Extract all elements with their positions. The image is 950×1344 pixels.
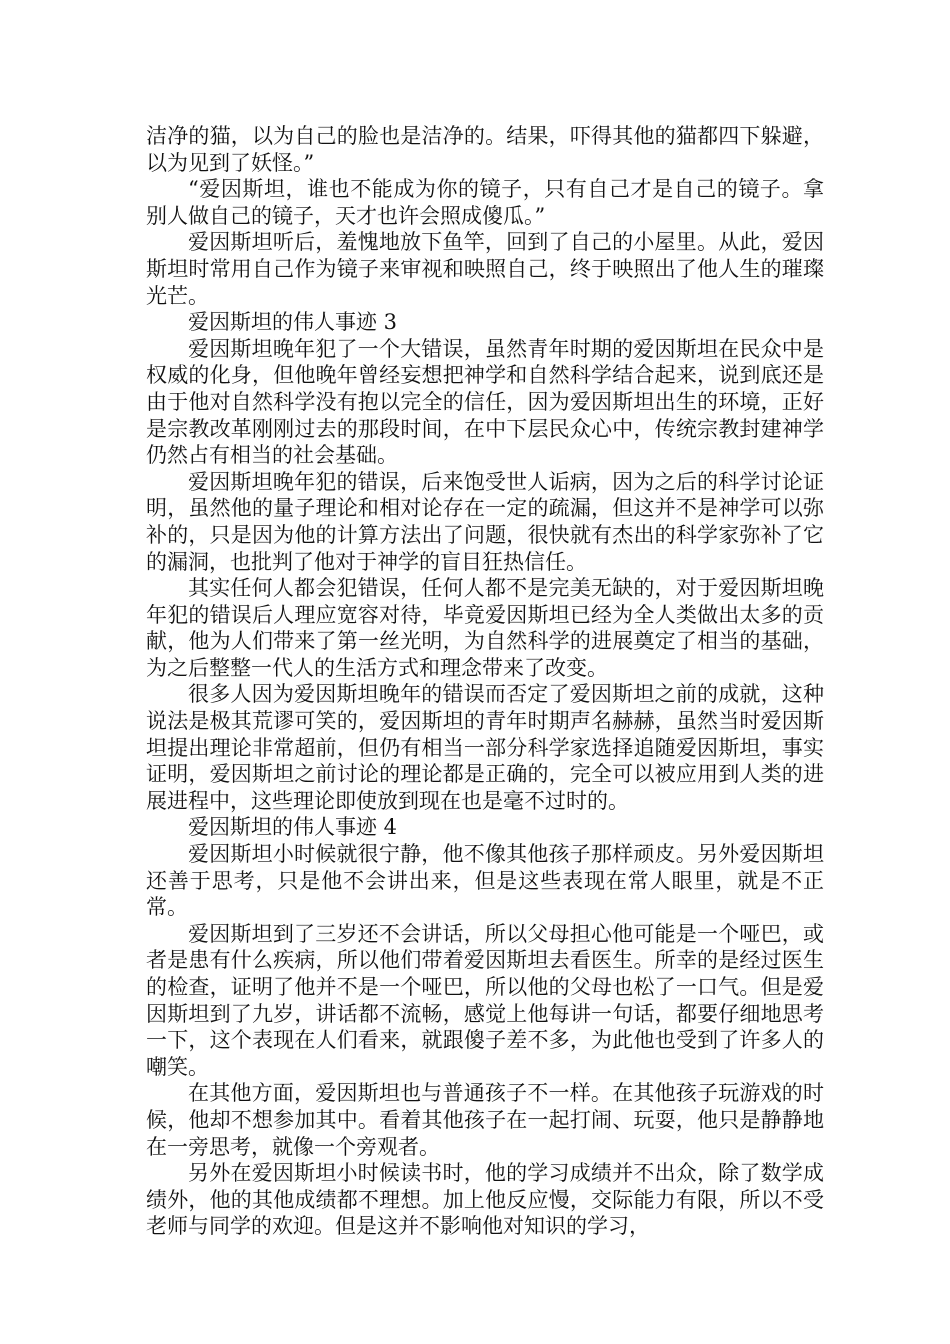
paragraph-7: 很多人因为爱因斯坦晚年的错误而否定了爱因斯坦之前的成就，这种说法是极其荒谬可笑的，爱因斯坦的青年时期声名赫赫，虽然当时爱因斯坦提出理论非常超前，但仍有相当一部分科学家选择追随爱因斯坦，事实证明，爱因斯坦之前讨论的理论都是正确的，完全可以被应用到人类的进展进程中，这些理论即使放到现在也是毫不过时的。	[146, 682, 824, 813]
paragraph-2: “爱因斯坦，谁也不能成为你的镜子，只有自己才是自己的镜子。拿别人做自己的镜子，天才也许会照成傻瓜。”	[146, 177, 824, 228]
paragraph-8: 爱因斯坦小时候就很宁静，他不像其他孩子那样顽皮。另外爱因斯坦还善于思考，只是他不会讲出来，但是这些表现在常人眼里，就是不正常。	[146, 842, 824, 920]
paragraph-10: 在其他方面，爱因斯坦也与普通孩子不一样。在其他孩子玩游戏的时候，他却不想参加其中。看着其他孩子在一起打闹、玩耍，他只是静静地在一旁思考，就像一个旁观者。	[146, 1081, 824, 1159]
paragraph-5: 爱因斯坦晚年犯的错误，后来饱受世人诟病，因为之后的科学讨论证明，虽然他的量子理论和相对论存在一定的疏漏，但这并不是神学可以弥补的，只是因为他的计算方法出了问题，很快就有杰出的科学家弥补了它的漏洞，也批判了他对于神学的盲目狂热信任。	[146, 469, 824, 574]
paragraph-4: 爱因斯坦晚年犯了一个大错误，虽然青年时期的爱因斯坦在民众中是权威的化身，但他晚年曾经妄想把神学和自然科学结合起来，说到底还是由于他对自然科学没有抱以完全的信任，因为爱因斯坦出生的环境，正好是宗教改革刚刚过去的那段时间，在中下层民众心中，传统宗教封建神学仍然占有相当的社会基础。	[146, 336, 824, 468]
document-page	[146, 123, 824, 1240]
paragraph-11: 另外在爱因斯坦小时候读书时，他的学习成绩并不出众，除了数学成绩外，他的其他成绩都不理想。加上他反应慢，交际能力有限，所以不受老师与同学的欢迎。但是这并不影响他对知识的学习，	[146, 1161, 824, 1239]
paragraph-6: 其实任何人都会犯错误，任何人都不是完美无缺的，对于爱因斯坦晚年犯的错误后人理应宽容对待，毕竟爱因斯坦已经为全人类做出太多的贡献，他为人们带来了第一丝光明，为自然科学的进展奠定了相当的基础，为之后整整一代人的生活方式和理念带来了改变。	[146, 576, 824, 680]
paragraph-9: 爱因斯坦到了三岁还不会讲话，所以父母担心他可能是一个哑巴，或者是患有什么疾病，所以他们带着爱因斯坦去看医生。所幸的是经过医生的检查，证明了他并不是一个哑巴，所以他的父母也松了一口气。但是爱因斯坦到了九岁，讲话都不流畅，感觉上他每讲一句话，都要仔细地思考一下，这个表现在人们看来，就跟傻子差不多，为此他也受到了许多人的嘲笑。	[146, 921, 824, 1079]
section-heading-3: 爱因斯坦的伟人事迹 3	[188, 310, 398, 335]
paragraph-1: 洁净的猫，以为自己的脸也是洁净的。结果，吓得其他的猫都四下躲避，以为见到了妖怪。”	[146, 124, 824, 175]
paragraph-3: 爱因斯坦听后，羞愧地放下鱼竿，回到了自己的小屋里。从此，爱因斯坦时常用自己作为镜子来审视和映照自己，终于映照出了他人生的璀璨光芒。	[146, 230, 824, 308]
section-heading-4: 爱因斯坦的伟人事迹 4	[188, 815, 398, 840]
